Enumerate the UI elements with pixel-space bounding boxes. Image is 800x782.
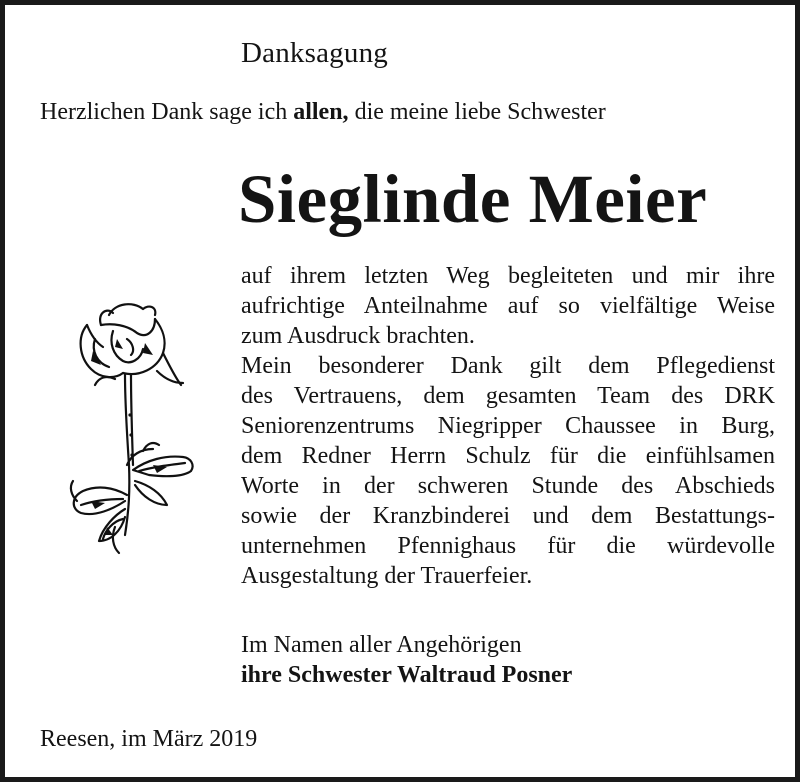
body-line: auf ihrem letzten Weg begleiteten und mir ihre — [241, 263, 775, 289]
body-line: Seniorenzentrums Niegripper Chaussee in Burg, — [241, 413, 775, 439]
body-line: zum Ausdruck brachten. — [241, 323, 475, 349]
signatory: ihre Schwester Waltraud Posner — [241, 662, 573, 688]
message-body — [241, 261, 775, 591]
intro-after: die meine liebe Schwester — [348, 99, 606, 125]
heading: Danksagung — [241, 37, 388, 69]
deceased-name: Sieglinde Meier — [238, 161, 708, 237]
body-line: sowie der Kranzbinderei und dem Bestattungs- — [241, 503, 775, 529]
body-line: Mein besonderer Dank gilt dem Pflegedienst — [241, 353, 775, 379]
body-line: Worte in der schweren Stunde des Abschieds — [241, 473, 775, 499]
body-line: Ausgestaltung der Trauerfeier. — [241, 563, 533, 589]
body-line: dem Redner Herrn Schulz für die einfühlsamen — [241, 443, 775, 469]
rose-icon — [57, 295, 202, 560]
closing — [241, 630, 572, 690]
place-date: Reesen, im März 2019 — [40, 726, 258, 752]
body-line: aufrichtige Anteilnahme auf so vielfältige Weise — [241, 293, 775, 319]
intro-text — [40, 97, 606, 127]
body-line: des Vertrauens, dem gesamten Team des DRK — [241, 383, 775, 409]
intro-bold: allen, — [293, 99, 349, 125]
body-line: unternehmen Pfennighaus für die würdevolle — [241, 533, 775, 559]
intro-before: Herzlichen Dank sage ich — [40, 99, 294, 125]
closing-line: Im Namen aller Angehörigen — [241, 632, 522, 658]
